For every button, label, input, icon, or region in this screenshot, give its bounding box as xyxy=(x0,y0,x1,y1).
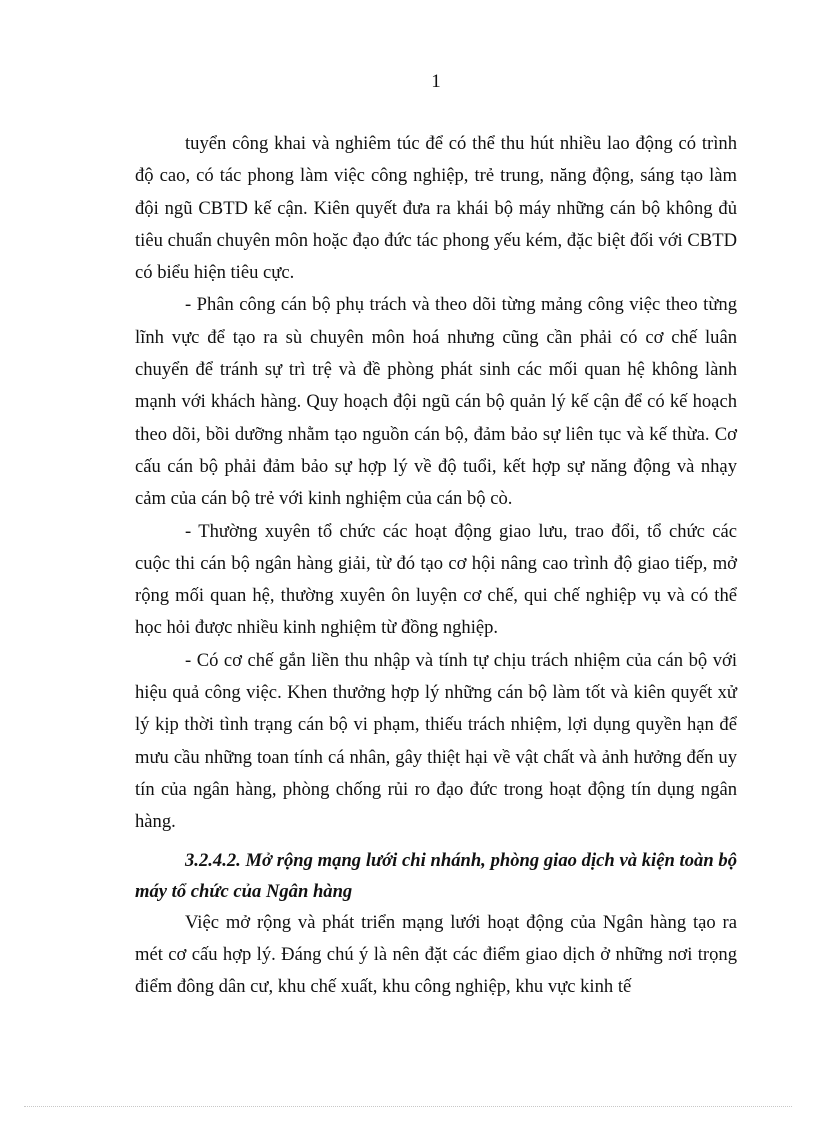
paragraph-assignment: - Phân công cán bộ phụ trách và theo dõi từng mảng công việc theo từng lĩnh vực để tạo ra sù chuyên môn hoá nhưng cũng cần phải có cơ chế luân chuyển để tránh sự trì trệ và đề phòng phát sinh các mối quan hệ không lành mạnh với khách hàng. Quy hoạch đội ngũ cán bộ quản lý kế cận để có kế hoạch theo dõi, bồi dưỡng nhằm tạo nguồn cán bộ, đảm bảo sự liên tục và kế thừa. Cơ cấu cán bộ phải đảm bảo sự hợp lý về độ tuổi, kết hợp sự năng động và nhạy cảm của cán bộ trẻ với kinh nghiệm của cán bộ cò. xyxy=(135,294,737,510)
paragraph-exchange-activities: - Thường xuyên tổ chức các hoạt động giao lưu, trao đổi, tổ chức các cuộc thi cán bộ ngân hàng giải, từ đó tạo cơ hội nâng cao trình độ giao tiếp, mở rộng mối quan hệ, thường xuyên ôn luyện cơ chế, qui chế nghiệp vụ và có thể học hỏi được nhiều kinh nghiệm từ đồng nghiệp. xyxy=(135,520,737,639)
paragraph-income-responsibility: - Có cơ chế gắn liền thu nhập và tính tự chịu trách nhiệm của cán bộ với hiệu quả công việc. Khen thưởng hợp lý những cán bộ làm tốt và kiên quyết xử lý kịp thời tình trạng cán bộ vi phạm, thiếu trách nhiệm, lợi dụng quyền hạn để mưu cầu những toan tính cá nhân, gây thiệt hại về vật chất và ảnh hưởng đến uy tín của ngân hàng, phòng chống rủi ro đạo đức trong hoạt động tín dụng ngân hàng. xyxy=(135,649,737,833)
page-number: 1 xyxy=(431,71,441,92)
paragraph-network-expansion: Việc mở rộng và phát triển mạng lưới hoạt động của Ngân hàng tạo ra mét cơ cấu hợp lý. Đáng chú ý là nên đặt các điểm giao dịch ở những nơi trọng điểm đông dân cư, khu chế xuất, khu công nghiệp, khu vực kinh tế xyxy=(135,911,737,998)
paragraph-recruitment: tuyển công khai và nghiêm túc để có thể thu hút nhiều lao động có trình độ cao, có tác phong làm việc công nghiệp, trẻ trung, năng động, sáng tạo làm đội ngũ CBTD kế cận. Kiên quyết đưa ra khái bộ máy những cán bộ không đủ tiêu chuẩn chuyên môn hoặc đạo đức tác phong yếu kém, đặc biệt đối với CBTD có biểu hiện tiêu cực. xyxy=(135,133,737,284)
page-footer-divider xyxy=(24,1106,792,1107)
section-heading: 3.2.4.2. Mở rộng mạng lưới chi nhánh, phòng giao dịch và kiện toàn bộ máy tổ chức của Ngân hàng xyxy=(135,849,737,902)
document-body xyxy=(135,128,737,1003)
